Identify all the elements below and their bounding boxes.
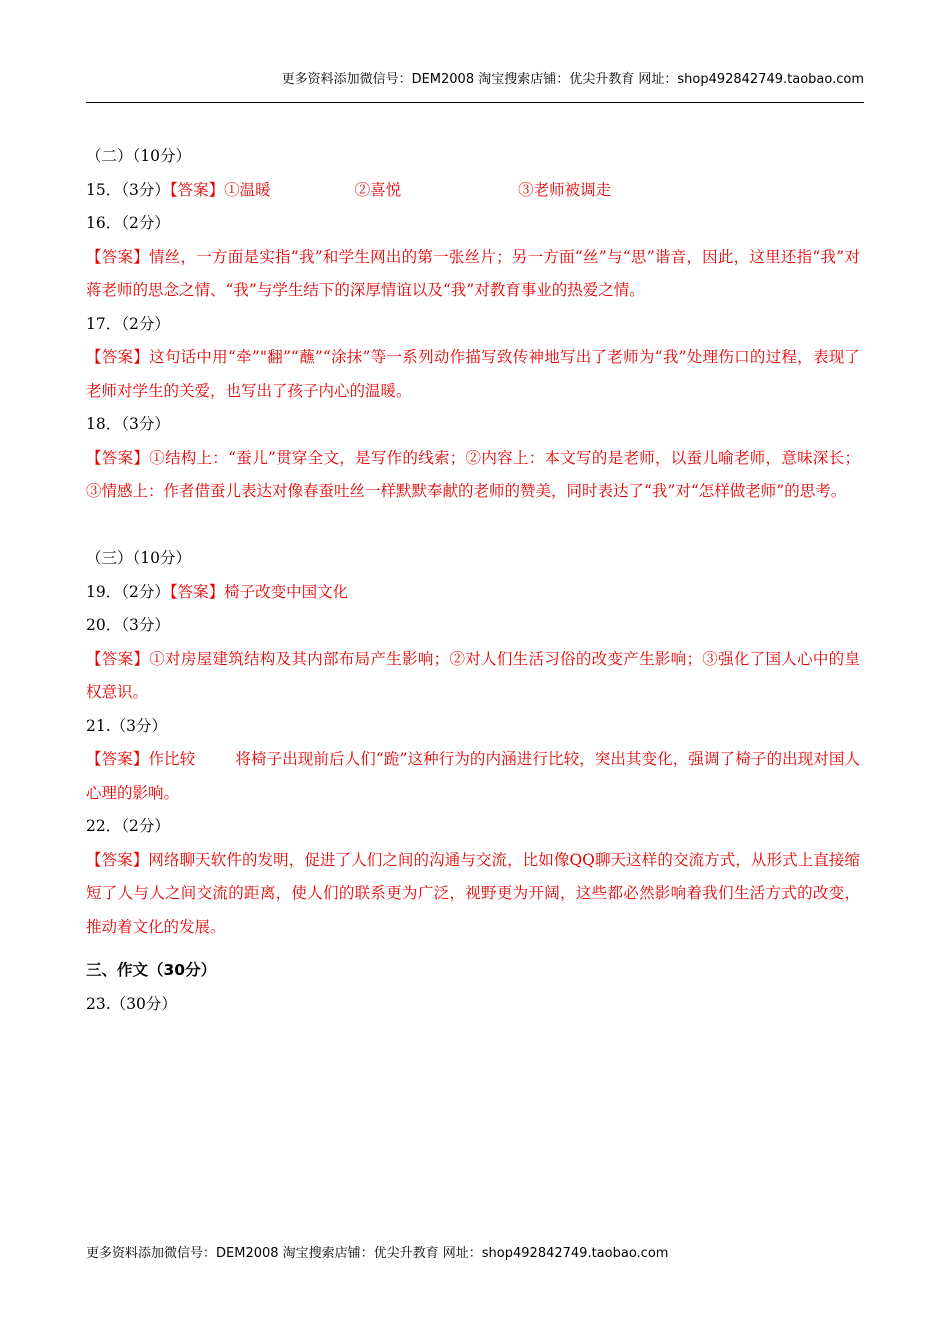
question-16-label: 16．（2分） [86, 214, 170, 232]
q16-answer-text: 情丝，一方面是实指“我”和学生网出的第一张丝片；另一方面“丝”与“思”谐音，因此，这里还指“我”对蒋老师的思念之情、“我”与学生结下的深厚情谊以及“我”对教育事业的热爱之情。 [86, 247, 860, 299]
question-17-answer [86, 341, 860, 408]
question-18-label: 18．（3分） [86, 415, 170, 433]
question-20-label: 20．（3分） [86, 616, 170, 634]
question-20-answer [86, 643, 860, 710]
question-21-label: 21.（3分） [86, 716, 168, 735]
question-19-label: 19．（2分） [86, 582, 170, 601]
answer-tag: 【答案】 [86, 348, 150, 366]
q22-answer-text: 网络聊天软件的发明，促进了人们之间的沟通与交流，比如像QQ聊天这样的交流方式，从形式上直接缩短了人与人之间交流的距离，使人们的联系更为广泛，视野更为开阔，这些都必然影响着我们生活方式的改变，推动着文化的发展。 [86, 850, 860, 936]
page-header: 更多资料添加微信号：DEM2008 淘宝搜索店铺：优尖升教育 网址：shop492842749.taobao.com [281, 72, 864, 87]
q15-item-2: ②喜悦 [354, 180, 402, 199]
question-21-answer [86, 743, 860, 810]
question-22-answer [86, 844, 860, 945]
question-15-label: 15．（3分） [86, 180, 170, 199]
q20-answer-text: ①对房屋建筑结构及其内部布局产生影响；②对人们生活习俗的改变产生影响；③强化了国人心中的皇权意识。 [86, 649, 860, 701]
answer-tag: 【答案】 [86, 850, 149, 869]
question-18-answer [86, 442, 860, 509]
q15-item-1: ①温暖 [224, 180, 271, 199]
answer-tag: 【答案】 [86, 750, 149, 768]
answer-tag: 【答案】 [86, 247, 150, 266]
question-15 [86, 174, 860, 208]
q21-answer-a: 作比较 [148, 750, 196, 768]
q17-answer-text: 这句话中用“牵”"翻”“蘸”“涂抹”等一系列动作描写致传神地写出了老师为“我”处理伤口的过程，表现了老师对学生的关爱，也写出了孩子内心的温暖。 [86, 348, 860, 400]
q21-answer-b: 将椅子出现前后人们“跪”这种行为的内涵进行比较，突出其变化，强调了椅子的出现对国人心理的影响。 [86, 750, 860, 802]
q15-item-3: ③老师被调走 [518, 180, 612, 199]
q19-answer-text: 椅子改变中国文化 [224, 582, 349, 601]
answer-tag: 【答案】 [169, 180, 225, 199]
section-3-title: （三）（10分） [86, 549, 191, 567]
question-17-label: 17．（2分） [86, 314, 170, 333]
q18-answer-text: ①结构上：“蚕儿”贯穿全文，是写作的线索；②内容上：本文写的是老师，以蚕儿喻老师，意味深长；③情感上：作者借蚕儿表达对像春蚕吐丝一样默默奉献的老师的赞美，同时表达了“我”对“怎样做老师”的思考。 [86, 448, 860, 500]
question-22-label: 22．（2分） [86, 817, 170, 835]
answer-tag: 【答案】 [86, 649, 150, 668]
answer-tag: 【答案】 [86, 448, 150, 467]
section-2-title: （二）（10分） [86, 147, 191, 165]
answer-tag: 【答案】 [169, 582, 225, 601]
question-19 [86, 576, 860, 610]
answer-content [86, 140, 860, 1021]
header-divider [86, 102, 864, 103]
page-footer: 更多资料添加微信号：DEM2008 淘宝搜索店铺：优尖升教育 网址：shop492842749.taobao.com [86, 1246, 669, 1261]
part-3-title: 三、作文（30分） [86, 961, 217, 979]
question-23-label: 23.（30分） [86, 994, 177, 1013]
question-16-answer [86, 241, 860, 308]
